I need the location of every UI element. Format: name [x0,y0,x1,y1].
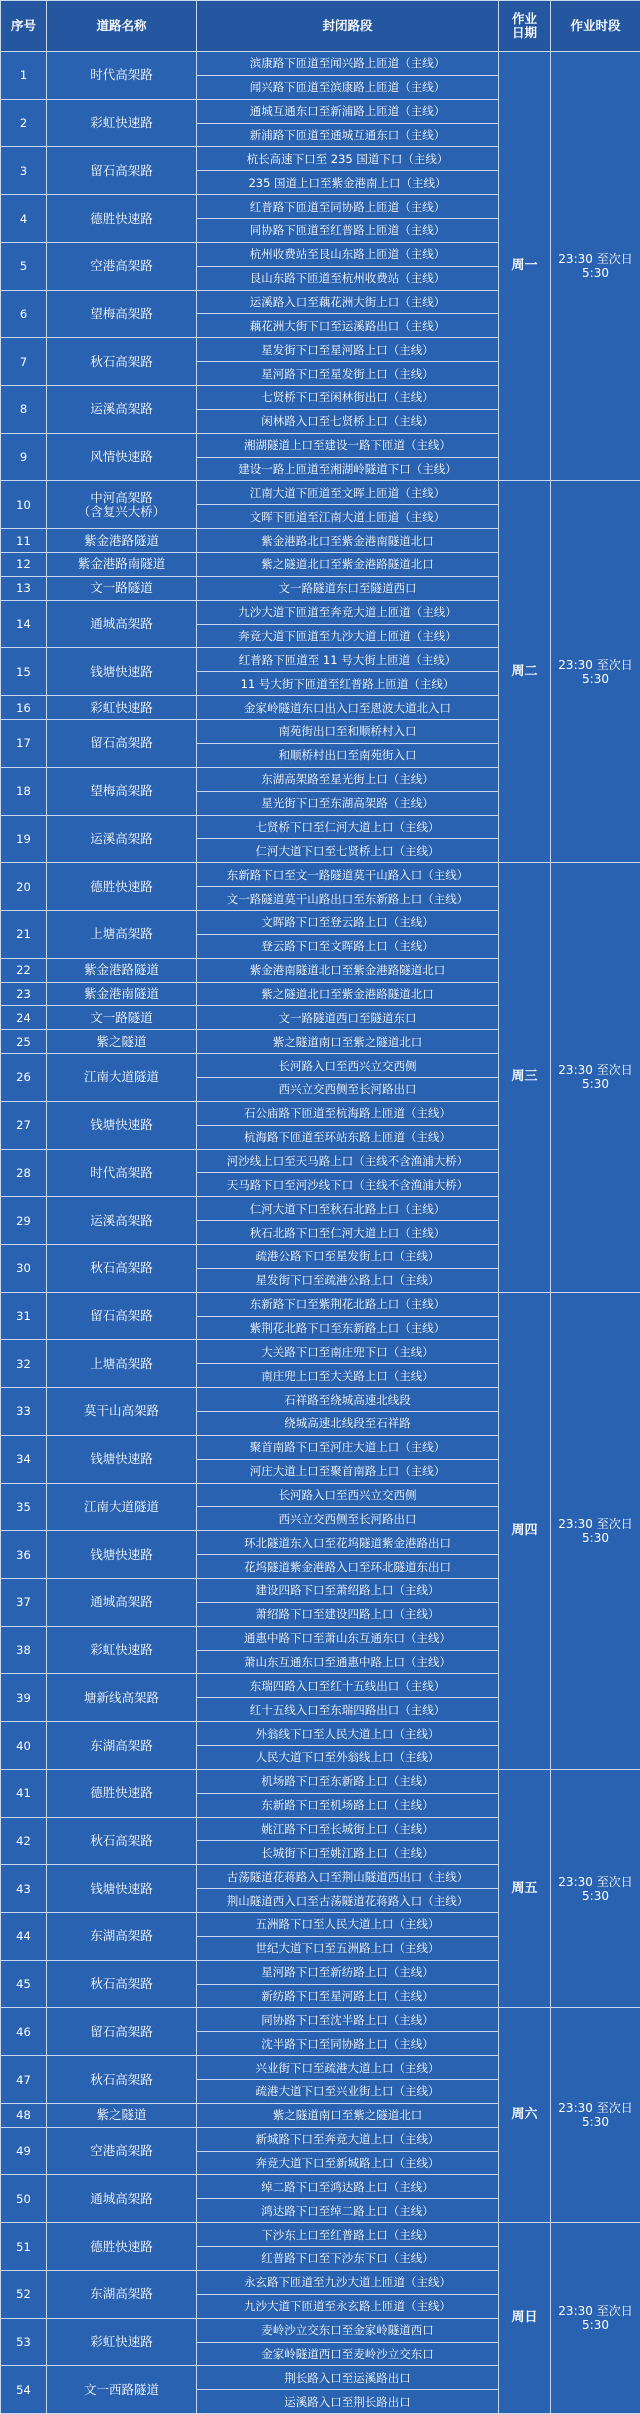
row-index: 32 [1,1340,47,1388]
row-index: 4 [1,195,47,243]
closed-section: 鸿达路下口至绰二路上口（主线） [197,2199,499,2223]
row-index: 45 [1,1960,47,2008]
closed-section: 同协路下口至沈半路上口（主线） [197,2008,499,2032]
road-name: 钱塘快速路 [47,1865,197,1913]
road-name: 上塘高架路 [47,1340,197,1388]
road-name: 文一西路隧道 [47,2366,197,2414]
row-index: 8 [1,386,47,434]
closed-section: 235 国道上口至紫金港南上口（主线） [197,171,499,195]
road-name: 江南大道隧道 [47,1483,197,1531]
road-name: 紫之隧道 [47,1030,197,1054]
header-road-name: 道路名称 [47,1,197,52]
row-index: 20 [1,863,47,911]
closed-section: 杭海路下匝道至环站东路上匝道（主线） [197,1125,499,1149]
row-index: 54 [1,2366,47,2414]
closed-section: 南庄兜上口至大关路上口（主线） [197,1364,499,1388]
road-name: 文一路隧道 [47,576,197,600]
road-name: 紫金港路南隧道 [47,553,197,577]
row-index: 50 [1,2175,47,2223]
closed-section: 东新路下口至机场路上口（主线） [197,1793,499,1817]
road-name: 东湖高架路 [47,1722,197,1770]
table-row [1,52,640,76]
closed-section: 南苑街出口至和顺桥村入口 [197,720,499,744]
road-name: 运溪高架路 [47,815,197,863]
row-index: 22 [1,958,47,982]
closed-section: 奔竞大道下匝道至九沙大道上匝道（主线） [197,624,499,648]
closed-section: 11 号大街下匝道至红普路上匝道（主线） [197,672,499,696]
road-name: 望梅高架路 [47,767,197,815]
road-name: 东湖高架路 [47,1913,197,1961]
closed-section: 金家岭隧道东口出入口至恩波大道北入口 [197,696,499,720]
closed-section: 星发街下口至星河路上口（主线） [197,338,499,362]
road-name: 紫金港南隧道 [47,982,197,1006]
work-time: 23:30 至次日 5:30 [551,2008,640,2223]
closed-section: 红普路下口至下沙东下口（主线） [197,2247,499,2271]
closed-section: 花坞隧道紫金港路入口至环北隧道东出口 [197,1555,499,1579]
road-name: 运溪高架路 [47,386,197,434]
work-time: 23:30 至次日 5:30 [551,1769,640,2008]
table-row [1,863,640,887]
row-index: 9 [1,433,47,481]
closed-section: 荆山隧道西入口至古荡隧道花蒋路入口（主线） [197,1889,499,1913]
row-index: 24 [1,1006,47,1030]
closed-section: 七贤桥下口至仁河大道上口（主线） [197,815,499,839]
row-index: 19 [1,815,47,863]
closed-section: 环北隧道东入口至花坞隧道紫金港路出口 [197,1531,499,1555]
work-day: 周三 [499,863,551,1292]
closed-section: 古荡隧道花蒋路入口至荆山隧道西出口（主线） [197,1865,499,1889]
closed-section: 西兴立交西侧至长河路出口 [197,1507,499,1531]
closed-section: 闻兴路下匝道至滨康路上匝道（主线） [197,75,499,99]
closed-section: 闲林路入口至七贤桥上口（主线） [197,409,499,433]
road-name: 钱塘快速路 [47,1435,197,1483]
table-header-row [1,1,640,52]
row-index: 28 [1,1149,47,1197]
closed-section: 石祥路至绕城高速北线段 [197,1388,499,1412]
table-body [1,52,640,2414]
closed-section: 紫金港路北口至紫金港南隧道北口 [197,529,499,553]
closed-section: 红普路下匝道至同协路上匝道（主线） [197,195,499,219]
road-name: 空港高架路 [47,2127,197,2175]
closed-section: 登云路下口至文晖路上口（主线） [197,934,499,958]
work-time: 23:30 至次日 5:30 [551,52,640,481]
header-work-date: 作业日期 [499,1,551,52]
closed-section: 外翁线下口至人民大道上口（主线） [197,1722,499,1746]
work-day: 周二 [499,481,551,863]
road-name: 留石高架路 [47,147,197,195]
row-index: 46 [1,2008,47,2056]
road-name: 紫金港路隧道 [47,958,197,982]
road-name: 紫之隧道 [47,2103,197,2127]
road-name: 通城高架路 [47,1579,197,1627]
closed-section: 萧山东互通东口至通惠中路上口（主线） [197,1650,499,1674]
closed-section: 湘湖隧道上口至建设一路下匝道（主线） [197,433,499,457]
row-index: 37 [1,1579,47,1627]
road-name: 时代高架路 [47,52,197,100]
closed-section: 文晖路下口至登云路上口（主线） [197,910,499,934]
closed-section: 仁河大道下口至七贤桥上口（主线） [197,839,499,863]
road-name: 德胜快速路 [47,195,197,243]
work-time: 23:30 至次日 5:30 [551,863,640,1292]
closed-section: 星河路下口至新纺路上口（主线） [197,1960,499,1984]
closed-section: 红普路下匝道至 11 号大街上匝道（主线） [197,648,499,672]
closed-section: 永玄路下匝道至九沙大道上匝道（主线） [197,2270,499,2294]
row-index: 1 [1,52,47,100]
road-name: 德胜快速路 [47,2223,197,2271]
row-index: 30 [1,1244,47,1292]
road-name: 望梅高架路 [47,290,197,338]
row-index: 11 [1,529,47,553]
table-row [1,481,640,505]
row-index: 41 [1,1769,47,1817]
closed-section: 绰二路下口至鸿达路上口（主线） [197,2175,499,2199]
closed-section: 建设四路下口至萧绍路上口（主线） [197,1579,499,1603]
road-name: 东湖高架路 [47,2270,197,2318]
road-name: 彩虹快速路 [47,2318,197,2366]
road-name: 秋石高架路 [47,1817,197,1865]
closed-section: 兴业街下口至疏港大道上口（主线） [197,2056,499,2080]
closed-section: 同协路下匝道至红普路上匝道（主线） [197,219,499,243]
row-index: 31 [1,1292,47,1340]
row-index: 43 [1,1865,47,1913]
row-index: 15 [1,648,47,696]
closed-section: 艮山东路下匝道至杭州收费站（主线） [197,266,499,290]
closed-section: 文一路隧道西口至隧道东口 [197,1006,499,1030]
row-index: 2 [1,99,47,147]
row-index: 51 [1,2223,47,2271]
closed-section: 九沙大道下匝道至永玄路上匝道（主线） [197,2294,499,2318]
row-index: 12 [1,553,47,577]
closed-section: 运溪路入口至荆长路出口 [197,2390,499,2414]
road-name: 钱塘快速路 [47,648,197,696]
closed-section: 秋石北路下口至仁河大道上口（主线） [197,1221,499,1245]
header-work-time: 作业时段 [551,1,640,52]
row-index: 26 [1,1054,47,1102]
road-name: 江南大道隧道 [47,1054,197,1102]
road-name: 紫金港路隧道 [47,529,197,553]
closed-section: 藕花洲大街下口至运溪路出口（主线） [197,314,499,338]
closed-section: 金家岭隧道西口至麦岭沙立交东口 [197,2342,499,2366]
closed-section: 人民大道下口至外翁线上口（主线） [197,1746,499,1770]
row-index: 5 [1,242,47,290]
work-time: 23:30 至次日 5:30 [551,1292,640,1769]
closed-section: 运溪路入口至藕花洲大街上口（主线） [197,290,499,314]
closed-section: 疏港大道下口至兴业街上口（主线） [197,2080,499,2104]
closed-section: 紫之隧道北口至紫金港路隧道北口 [197,982,499,1006]
closed-section: 麦岭沙立交东口至金家岭隧道西口 [197,2318,499,2342]
row-index: 49 [1,2127,47,2175]
closed-section: 杭州收费站至艮山东路上匝道（主线） [197,242,499,266]
road-name: 钱塘快速路 [47,1531,197,1579]
row-index: 6 [1,290,47,338]
closed-section: 紫之隧道南口至紫之隧道北口 [197,1030,499,1054]
road-name: 彩虹快速路 [47,99,197,147]
row-index: 40 [1,1722,47,1770]
work-day: 周六 [499,2008,551,2223]
closed-section: 石公庙路下匝道至杭海路上匝道（主线） [197,1101,499,1125]
row-index: 13 [1,576,47,600]
road-name: 运溪高架路 [47,1197,197,1245]
closed-section: 机场路下口至东新路上口（主线） [197,1769,499,1793]
row-index: 34 [1,1435,47,1483]
road-name: 留石高架路 [47,720,197,768]
header-index: 序号 [1,1,47,52]
row-index: 53 [1,2318,47,2366]
row-index: 48 [1,2103,47,2127]
row-index: 21 [1,910,47,958]
closed-section: 杭长高速下口至 235 国道下口（主线） [197,147,499,171]
closed-section: 下沙东上口至红普路上口（主线） [197,2223,499,2247]
row-index: 3 [1,147,47,195]
closed-section: 建设一路上匝道至湘湖岭隧道下口（主线） [197,457,499,481]
closed-section: 长城街下口至姚江路上口（主线） [197,1841,499,1865]
closed-section: 通惠中路下口至萧山东互通东口（主线） [197,1626,499,1650]
row-index: 23 [1,982,47,1006]
road-name: 留石高架路 [47,2008,197,2056]
row-index: 14 [1,600,47,648]
road-name: 时代高架路 [47,1149,197,1197]
road-name: 上塘高架路 [47,910,197,958]
road-name: 彩虹快速路 [47,1626,197,1674]
row-index: 38 [1,1626,47,1674]
road-name: 留石高架路 [47,1292,197,1340]
closed-section: 萧绍路下口至建设四路上口（主线） [197,1602,499,1626]
closed-section: 东瑞四路入口至红十五线出口（主线） [197,1674,499,1698]
closed-section: 文一路隧道莫干山路出口至东新路上口（主线） [197,887,499,911]
closed-section: 和顺桥村出口至南苑街入口 [197,743,499,767]
table-row [1,1292,640,1316]
road-name: 德胜快速路 [47,1769,197,1817]
work-time: 23:30 至次日 5:30 [551,2223,640,2414]
closed-section: 姚江路下口至长城街上口（主线） [197,1817,499,1841]
road-name: 风情快速路 [47,433,197,481]
closed-section: 星发街下口至疏港公路上口（主线） [197,1268,499,1292]
closed-section: 文一路隧道东口至隧道西口 [197,576,499,600]
closed-section: 奔竞大道下口至新城路上口（主线） [197,2151,499,2175]
closed-section: 长河路入口至西兴立交西侧 [197,1483,499,1507]
closed-section: 紫金港南隧道北口至紫金港路隧道北口 [197,958,499,982]
row-index: 25 [1,1030,47,1054]
closed-section: 紫之隧道南口至紫之隧道北口 [197,2103,499,2127]
road-name: 文一路隧道 [47,1006,197,1030]
closed-section: 七贤桥下口至闲林街出口（主线） [197,386,499,410]
closed-section: 东新路下口至紫荆花北路上口（主线） [197,1292,499,1316]
closed-section: 新城路下口至奔竞大道上口（主线） [197,2127,499,2151]
header-closed-section: 封闭路段 [197,1,499,52]
closed-section: 世纪大道下口至五洲路上口（主线） [197,1936,499,1960]
road-name: 彩虹快速路 [47,696,197,720]
road-name: 通城高架路 [47,600,197,648]
table-row [1,1769,640,1793]
row-index: 16 [1,696,47,720]
table-row [1,2008,640,2032]
closed-section: 东湖高架路至星光街上口（主线） [197,767,499,791]
row-index: 18 [1,767,47,815]
closed-section: 星河路下口至星发街上口（主线） [197,362,499,386]
row-index: 52 [1,2270,47,2318]
table-row [1,2223,640,2247]
work-day: 周五 [499,1769,551,2008]
work-day: 周四 [499,1292,551,1769]
closed-section: 天马路下口至河沙线下口（主线不含渔浦大桥） [197,1173,499,1197]
row-index: 27 [1,1101,47,1149]
closed-section: 滨康路下匝道至闻兴路上匝道（主线） [197,52,499,76]
closed-section: 疏港公路下口至星发街上口（主线） [197,1244,499,1268]
closed-section: 文晖下匝道至江南大道上匝道（主线） [197,505,499,529]
road-name: 莫干山高架路 [47,1388,197,1436]
closed-section: 河庄大道上口至聚首南路上口（主线） [197,1459,499,1483]
closed-section: 长河路入口至西兴立交西侧 [197,1054,499,1078]
road-name: 秋石高架路 [47,1244,197,1292]
road-name: 塘新线高架路 [47,1674,197,1722]
closed-section: 河沙线上口至天马路上口（主线不含渔浦大桥） [197,1149,499,1173]
row-index: 29 [1,1197,47,1245]
closed-section: 江南大道下匝道至文晖上匝道（主线） [197,481,499,505]
closed-section: 紫荆花北路下口至东新路上口（主线） [197,1316,499,1340]
row-index: 36 [1,1531,47,1579]
row-index: 33 [1,1388,47,1436]
closed-section: 仁河大道下口至秋石北路上口（主线） [197,1197,499,1221]
closed-section: 紫之隧道北口至紫金港路隧道北口 [197,553,499,577]
row-index: 35 [1,1483,47,1531]
closed-section: 星光街下口至东湖高架路（主线） [197,791,499,815]
closed-section: 通城互通东口至新浦路上匝道（主线） [197,99,499,123]
closed-section: 红十五线入口至东瑞四路出口（主线） [197,1698,499,1722]
road-name: 通城高架路 [47,2175,197,2223]
road-name: 秋石高架路 [47,1960,197,2008]
road-name: 秋石高架路 [47,2056,197,2104]
closed-section: 东新路下口至文一路隧道莫干山路入口（主线） [197,863,499,887]
row-index: 7 [1,338,47,386]
closed-section: 九沙大道下匝道至奔竞大道上匝道（主线） [197,600,499,624]
closed-section: 新浦路下匝道至通城互通东口（主线） [197,123,499,147]
row-index: 47 [1,2056,47,2104]
road-name: 钱塘快速路 [47,1101,197,1149]
closed-section: 荆长路入口至运溪路出口 [197,2366,499,2390]
row-index: 17 [1,720,47,768]
row-index: 42 [1,1817,47,1865]
closed-section: 西兴立交西侧至长河路出口 [197,1077,499,1101]
row-index: 39 [1,1674,47,1722]
closed-section: 聚首南路下口至河庄大道上口（主线） [197,1435,499,1459]
work-day: 周日 [499,2223,551,2414]
closed-section: 沈半路下口至同协路上口（主线） [197,2032,499,2056]
road-name: 德胜快速路 [47,863,197,911]
closed-section: 大关路下口至南庄兜下口（主线） [197,1340,499,1364]
row-index: 44 [1,1913,47,1961]
road-name: 秋石高架路 [47,338,197,386]
row-index: 10 [1,481,47,529]
road-name: 空港高架路 [47,242,197,290]
closed-section: 新纺路下口至星河路上口（主线） [197,1984,499,2008]
closed-section: 五洲路下口至人民大道上口（主线） [197,1913,499,1937]
closed-section: 绕城高速北线段至石祥路 [197,1411,499,1435]
road-name: 中河高架路 （含复兴大桥） [47,481,197,529]
work-day: 周一 [499,52,551,481]
work-time: 23:30 至次日 5:30 [551,481,640,863]
